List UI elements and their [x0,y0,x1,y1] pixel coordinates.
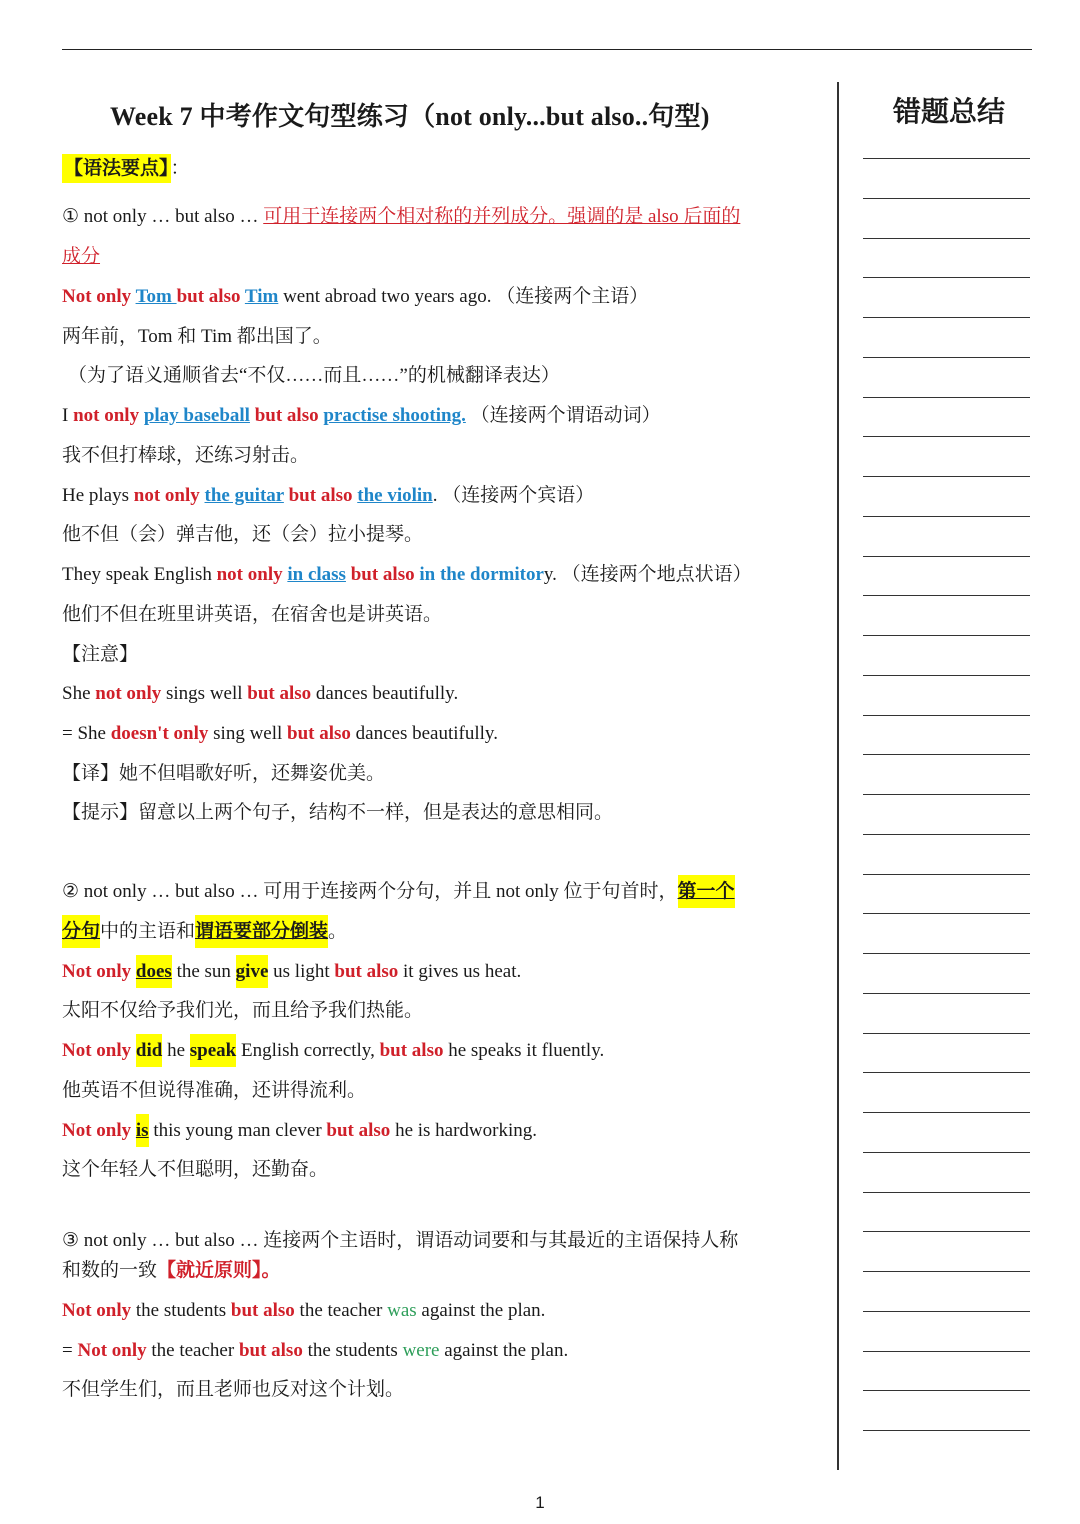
blank-writing-line [863,715,1030,716]
text-run: Not only [62,1300,132,1321]
text-run: speak [190,1034,236,1067]
text-run: ② not only … but also … 可用于连接两个分句，并且 not only 位于句首时， [62,881,678,902]
point2-rule-cont [62,918,347,946]
text-run: the students [131,1300,231,1321]
blank-writing-line [863,953,1030,954]
example-sentence [62,482,594,510]
example-translation: 他们不但在班里讲英语，在宿舍也是讲英语。 [62,604,443,625]
example-sentence [62,402,661,430]
blank-writing-line [863,436,1030,437]
example-translation: 这个年轻人不但聪明，还勤奋。 [62,1159,329,1180]
text-run: the students [302,1340,403,1361]
blank-writing-line [863,1351,1030,1352]
blank-writing-line [863,754,1030,755]
note-translation: 【译】她不但唱歌好听，还舞姿优美。 [62,763,386,784]
text-run: 可用于连接两个相对称的并列成分。强调的是 also 后面的 [263,206,741,227]
text-run: but also [379,1040,444,1061]
example-sentence [62,720,498,748]
text-run: against the plan. [439,1340,569,1361]
text-run: us light [268,961,335,982]
text-run: the violin [357,485,433,506]
text-run: sings well [161,683,248,704]
example-sentence [62,1297,545,1325]
text-run: sing well [208,723,288,744]
example-sentence [62,561,752,589]
text-run: he is hardworking. [390,1120,538,1141]
point2-rule [62,878,735,906]
blank-writing-line [863,198,1030,199]
page-number: 1 [535,1493,545,1512]
blank-writing-line [863,595,1030,596]
text-run: against the plan. [416,1300,546,1321]
grammar-points-badge: 【语法要点】 [62,154,171,183]
text-run: Not only [77,1340,147,1361]
blank-writing-line [863,516,1030,517]
text-run: but also [249,405,324,426]
example-translation: 他不但（会）弹吉他，还（会）拉小提琴。 [62,524,424,545]
text-run: the sun [171,961,236,982]
top-rule [62,49,1032,50]
text-run: doesn't only [110,723,209,744]
text-run: was [387,1300,417,1321]
text-run: （连接两个谓语动词） [465,405,661,426]
example-sentence [62,283,648,311]
text-run: 成分 [62,246,101,267]
note-hint: 【提示】留意以上两个句子，结构不一样，但是表达的意思相同。 [62,802,614,823]
text-run: 第一个 [678,875,735,908]
text-run: but also [247,683,312,704]
blank-writing-line [863,238,1030,239]
example-sentence [62,1037,604,1065]
text-run: not only [133,485,205,506]
text-run: dances beautifully. [350,723,498,744]
blank-writing-line [863,277,1030,278]
blank-writing-line [863,317,1030,318]
text-run: . （连接两个宾语） [432,485,595,506]
blank-writing-line [863,1033,1030,1034]
example-translation: 我不但打棒球，还练习射击。 [62,445,310,466]
note-label: 【注意】 [62,644,139,665]
text-run: Not only [62,286,136,307]
example-sentence [62,1117,537,1145]
text-run: went abroad two years ago. （连接两个主语） [278,286,649,307]
text-run: ① not only … but also … [62,206,264,227]
text-run: 和数的一致 [62,1260,158,1281]
blank-writing-line [863,635,1030,636]
text-run: not only [73,405,144,426]
text-run: not only [216,564,288,585]
text-run: but also [230,1300,295,1321]
example-sentence [62,1337,568,1365]
text-run: y. （连接两个地点状语） [543,564,752,585]
text-run: were [402,1340,440,1361]
blank-writing-line [863,993,1030,994]
text-run: he [162,1040,190,1061]
blank-writing-line [863,1112,1030,1113]
column-divider [837,82,839,1470]
text-run: practise shooting. [323,405,466,426]
text-run: They speak English [62,564,217,585]
text-run: but also [176,286,245,307]
translation-note: （为了语义通顺省去“不仅……而且……”的机械翻译表达） [68,365,560,386]
example-translation: 他英语不但说得准确，还讲得流利。 [62,1080,367,1101]
text-run: 中的主语和 [100,921,196,942]
section-header [62,155,190,183]
blank-writing-line [863,1311,1030,1312]
blank-writing-line [863,834,1030,835]
text-run: this young man clever [148,1120,327,1141]
example-translation: 两年前，Tom 和 Tim 都出国了。 [62,326,332,347]
text-run: = [62,1340,78,1361]
mistake-summary-title: 错题总结 [893,95,1006,128]
point1-rule [62,203,740,231]
text-run: but also [283,485,358,506]
blank-writing-line [863,1390,1030,1391]
text-run: 分句 [62,915,100,948]
text-run: is [136,1114,149,1147]
text-run: the teacher [294,1300,388,1321]
blank-writing-line [863,357,1030,358]
blank-writing-line [863,397,1030,398]
text-run: play baseball [143,405,250,426]
blank-writing-line [863,675,1030,676]
text-run: in class [287,564,346,585]
text-run: but also [326,1120,391,1141]
text-run: = She [62,723,111,744]
blank-writing-line [863,1271,1030,1272]
example-translation: 太阳不仅给予我们光，而且给予我们热能。 [62,1000,424,1021]
text-run: does [136,955,172,988]
point1-rule-cont [62,243,100,271]
point3-rule-cont [62,1257,281,1285]
blank-writing-line [863,556,1030,557]
text-run: the teacher [146,1340,239,1361]
text-run: it gives us heat. [398,961,522,982]
page-title: Week 7 中考作文句型练习（not only...but also..句型) [110,102,710,131]
blank-writing-line [863,476,1030,477]
text-run: 谓语要部分倒装 [195,915,328,948]
blank-writing-line [863,913,1030,914]
text-run: 。 [328,921,348,942]
text-run: but also [345,564,420,585]
text-run: ： [170,158,190,179]
text-run: I [62,405,74,426]
text-run: Not only [62,1040,136,1061]
text-run: did [136,1034,162,1067]
example-sentence [62,680,458,708]
text-run: Not only [62,1120,136,1141]
text-run: he speaks it fluently. [443,1040,605,1061]
text-run: the guitar [204,485,284,506]
text-run: She [62,683,96,704]
blank-writing-line [863,794,1030,795]
example-sentence [62,958,521,986]
text-run: but also [287,723,351,744]
blank-writing-line [863,1152,1030,1153]
blank-writing-line [863,158,1030,159]
text-run: Tom [135,286,177,307]
blank-writing-line [863,1192,1030,1193]
proximity-rule: 【就近原则】。 [157,1260,281,1281]
text-run: Tim [244,286,279,307]
blank-writing-line [863,1430,1030,1431]
blank-writing-line [863,874,1030,875]
example-translation: 不但学生们，而且老师也反对这个计划。 [62,1379,405,1400]
text-run: not only [95,683,162,704]
text-run: but also [238,1340,303,1361]
blank-writing-line [863,1072,1030,1073]
text-run: He plays [62,485,134,506]
text-run: in the dormitor [419,564,544,585]
text-run: but also [334,961,399,982]
text-run: give [236,955,269,988]
text-run: English correctly, [236,1040,380,1061]
point3-rule: ③ not only … but also … 连接两个主语时，谓语动词要和与其最近的主语保持人称 [62,1230,739,1251]
text-run: Not only [62,961,136,982]
blank-writing-line [863,1231,1030,1232]
text-run: dances beautifully. [311,683,459,704]
